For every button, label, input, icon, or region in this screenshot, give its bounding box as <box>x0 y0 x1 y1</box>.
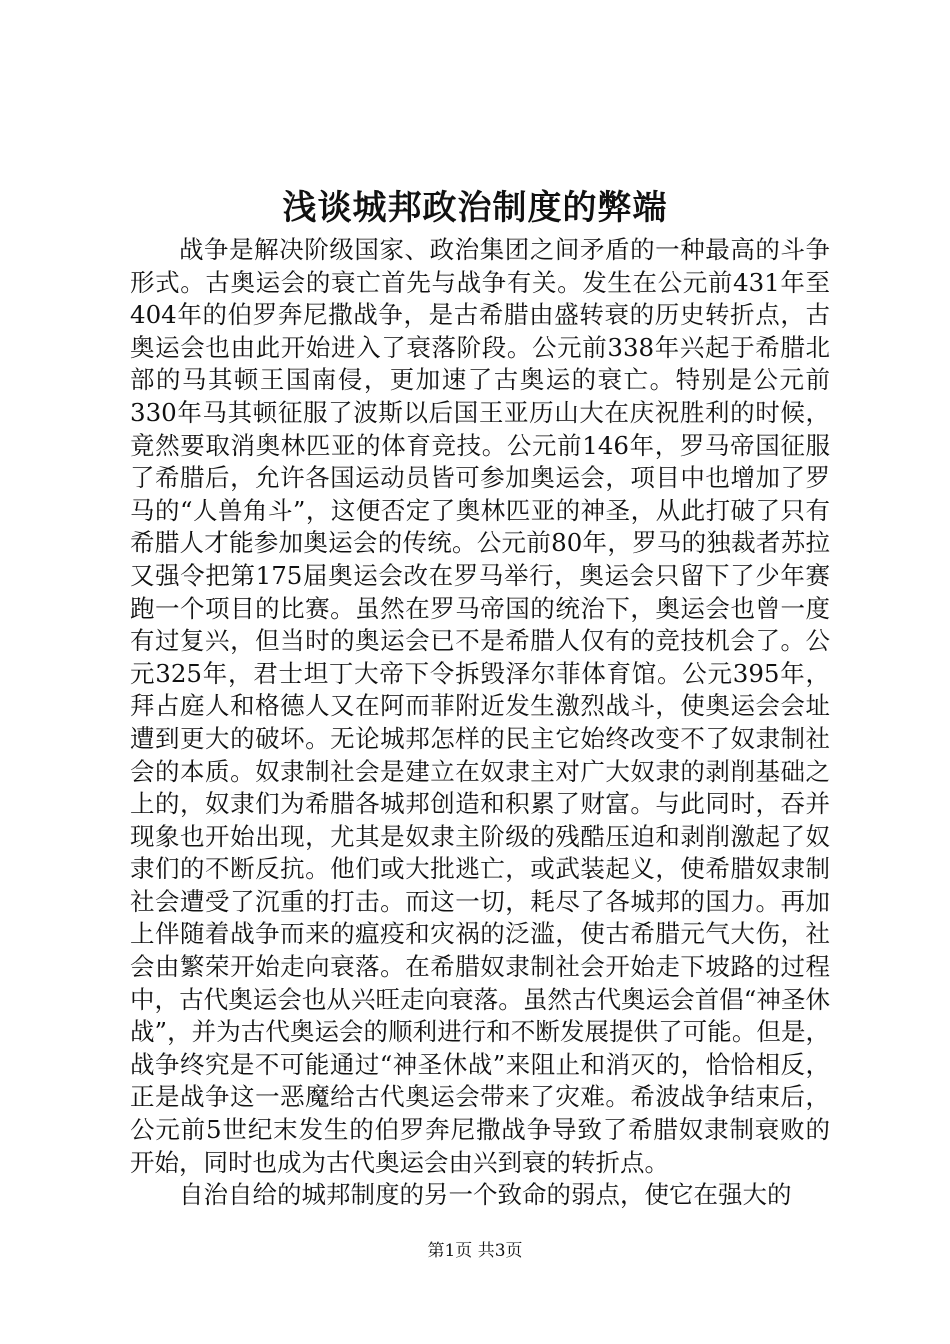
document-body <box>130 234 830 1212</box>
document-title: 浅谈城邦政治制度的弊端 <box>282 188 668 228</box>
page-footer: 第1页 共3页 <box>427 1241 523 1261</box>
paragraph: 战争是解决阶级国家、政治集团之间矛盾的一种最高的斗争形式。古奥运会的衰亡首先与战争有关。发生在公元前431年至404年的伯罗奔尼撒战争，是古希腊由盛转衰的历史转折点，古奥运会也由此开始进入了衰落阶段。公元前338年兴起于希腊北部的马其顿王国南侵，更加速了古奥运的衰亡。特别是公元前330年马其顿征服了波斯以后国王亚历山大在庆祝胜利的时候，竟然要取消奥林匹亚的体育竞技。公元前146年，罗马帝国征服了希腊后，允许各国运动员皆可参加奥运会，项目中也增加了罗马的“人兽角斗”，这便否定了奥林匹亚的神圣，从此打破了只有希腊人才能参加奥运会的传统。公元前80年，罗马的独裁者苏拉又强令把第175届奥运会改在罗马举行，奥运会只留下了少年赛跑一个项目的比赛。虽然在罗马帝国的统治下，奥运会也曾一度有过复兴，但当时的奥运会已不是希腊人仅有的竞技机会了。公元325年，君士坦丁大帝下令拆毁泽尔菲体育馆。公元395年，拜占庭人和格德人又在阿而菲附近发生激烈战斗，使奥运会会址遭到更大的破坏。无论城邦怎样的民主它始终改变不了奴隶制社会的本质。奴隶制社会是建立在奴隶主对广大奴隶的剥削基础之上的，奴隶们为希腊各城邦创造和积累了财富。与此同时，吞并现象也开始出现，尤其是奴隶主阶级的残酷压迫和剥削激起了奴隶们的不断反抗。他们或大批逃亡，或武装起义，使希腊奴隶制社会遭受了沉重的打击。而这一切，耗尽了各城邦的国力。再加上伴随着战争而来的瘟疫和灾祸的泛滥，使古希腊元气大伤，社会由繁荣开始走向衰落。在希腊奴隶制社会开始走下坡路的过程中，古代奥运会也从兴旺走向衰落。虽然古代奥运会首倡“神圣休战”，并为古代奥运会的顺利进行和不断发展提供了可能。但是，战争终究是不可能通过“神圣休战”来阻止和消灭的，恰恰相反，正是战争这一恶魔给古代奥运会带来了灾难。希波战争结束后，公元前5世纪末发生的伯罗奔尼撒战争导致了希腊奴隶制衰败的开始，同时也成为古代奥运会由兴到衰的转折点。 <box>130 235 830 1177</box>
paragraph: 自治自给的城邦制度的另一个致命的弱点，使它在强大的 <box>179 1180 792 1210</box>
